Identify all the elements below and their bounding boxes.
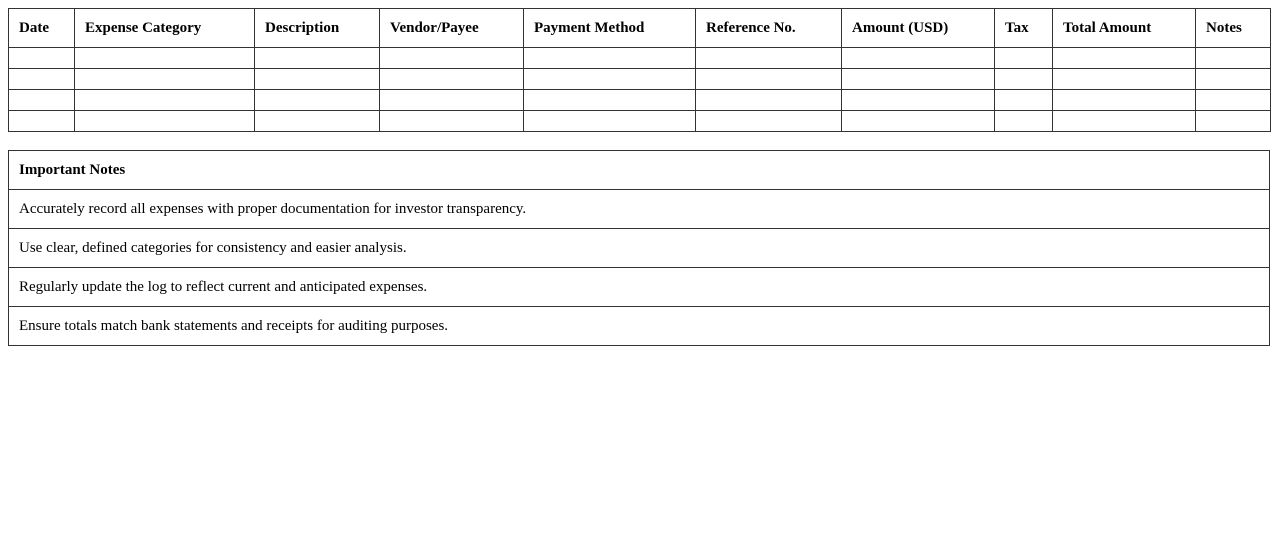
table-row (9, 90, 1271, 111)
notes-header-row (9, 151, 1270, 190)
cell-description[interactable] (255, 69, 380, 90)
notes-title: Important Notes (9, 151, 1270, 190)
cell-notes[interactable] (1196, 90, 1271, 111)
cell-vendor-payee[interactable] (380, 69, 524, 90)
cell-expense-category[interactable] (75, 69, 255, 90)
cell-vendor-payee[interactable] (380, 90, 524, 111)
cell-tax[interactable] (995, 69, 1053, 90)
note-text: Regularly update the log to reflect current and anticipated expenses. (9, 268, 1270, 307)
list-item (9, 268, 1270, 307)
cell-tax[interactable] (995, 111, 1053, 132)
cell-amount-usd[interactable] (842, 48, 995, 69)
note-text: Use clear, defined categories for consistency and easier analysis. (9, 229, 1270, 268)
cell-date[interactable] (9, 48, 75, 69)
table-row (9, 48, 1271, 69)
column-header-total-amount: Total Amount (1053, 9, 1196, 48)
cell-description[interactable] (255, 90, 380, 111)
cell-total-amount[interactable] (1053, 111, 1196, 132)
cell-payment-method[interactable] (524, 48, 696, 69)
expense-log-table (8, 8, 1271, 132)
cell-notes[interactable] (1196, 69, 1271, 90)
cell-expense-category[interactable] (75, 111, 255, 132)
cell-total-amount[interactable] (1053, 90, 1196, 111)
cell-reference-no[interactable] (696, 48, 842, 69)
cell-total-amount[interactable] (1053, 48, 1196, 69)
cell-reference-no[interactable] (696, 90, 842, 111)
table-row (9, 111, 1271, 132)
column-header-notes: Notes (1196, 9, 1271, 48)
column-header-description: Description (255, 9, 380, 48)
column-header-reference-no: Reference No. (696, 9, 842, 48)
cell-date[interactable] (9, 69, 75, 90)
cell-tax[interactable] (995, 90, 1053, 111)
column-header-amount-usd: Amount (USD) (842, 9, 995, 48)
list-item (9, 229, 1270, 268)
cell-total-amount[interactable] (1053, 69, 1196, 90)
cell-description[interactable] (255, 111, 380, 132)
cell-notes[interactable] (1196, 111, 1271, 132)
column-header-payment-method: Payment Method (524, 9, 696, 48)
column-header-tax: Tax (995, 9, 1053, 48)
cell-reference-no[interactable] (696, 111, 842, 132)
cell-tax[interactable] (995, 48, 1053, 69)
cell-amount-usd[interactable] (842, 90, 995, 111)
column-header-expense-category: Expense Category (75, 9, 255, 48)
column-header-vendor-payee: Vendor/Payee (380, 9, 524, 48)
list-item (9, 307, 1270, 346)
note-text: Accurately record all expenses with proper documentation for investor transparency. (9, 190, 1270, 229)
cell-date[interactable] (9, 111, 75, 132)
cell-date[interactable] (9, 90, 75, 111)
cell-vendor-payee[interactable] (380, 48, 524, 69)
cell-expense-category[interactable] (75, 90, 255, 111)
list-item (9, 190, 1270, 229)
important-notes-table (8, 150, 1270, 346)
column-header-date: Date (9, 9, 75, 48)
note-text: Ensure totals match bank statements and receipts for auditing purposes. (9, 307, 1270, 346)
cell-description[interactable] (255, 48, 380, 69)
cell-reference-no[interactable] (696, 69, 842, 90)
cell-payment-method[interactable] (524, 90, 696, 111)
cell-vendor-payee[interactable] (380, 111, 524, 132)
table-row (9, 69, 1271, 90)
cell-payment-method[interactable] (524, 69, 696, 90)
cell-payment-method[interactable] (524, 111, 696, 132)
header-row (9, 9, 1271, 48)
cell-notes[interactable] (1196, 48, 1271, 69)
cell-amount-usd[interactable] (842, 69, 995, 90)
cell-expense-category[interactable] (75, 48, 255, 69)
cell-amount-usd[interactable] (842, 111, 995, 132)
